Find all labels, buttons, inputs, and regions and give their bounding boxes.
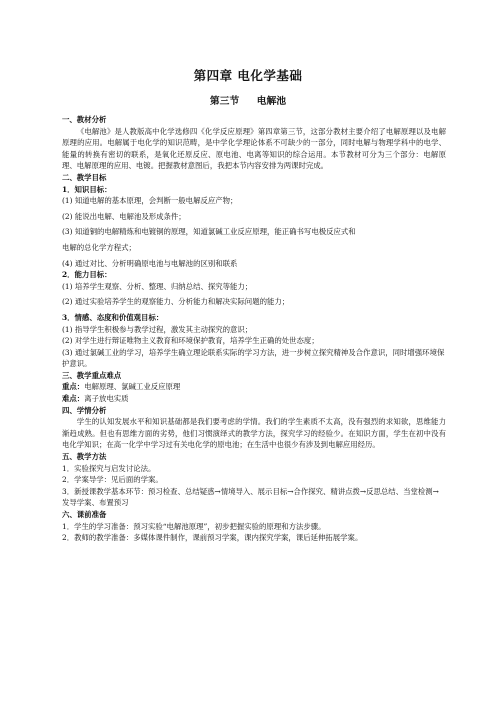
difficulty-label: 难点：	[62, 394, 85, 404]
paragraph-textbook-analysis: 《电解池》是人教版高中化学选修四《化学反应原理》第四章第三节，这部分教材主要介绍了电解原理以及电解原理的应用。电解属于电化学的知识范畴，是中学化学理论体系不可缺少的一部分，同时电解与物理学科中的电学、能量的转换有密切的联系，是氧化还原反应、原电池、电离等知识的综合运用。本节教材可分为三个部分：电解原理、电解原理的应用、电镀。把握教材意图后，我把本节内容安排为两课时完成。	[62, 126, 446, 171]
heading-student-analysis: 四、学情分析	[62, 405, 107, 415]
difficulty-line	[62, 393, 446, 405]
emotion-goal-3: (3) 通过氯碱工业的学习，培养学生确立理论联系实际的学习方法，进一步树立探究精神及合作意识，同时增强环境保护意识。	[62, 347, 445, 369]
heading-preparation: 六、课前准备	[62, 510, 107, 519]
heading-teaching-goals: 二、教学目标	[62, 172, 107, 182]
knowledge-goal-4: (4) 通过对比、分析明确原电池与电解池的区别和联系	[62, 258, 238, 268]
ability-goal-1: (1) 培养学生观察、分析、整理、归纳总结、探究等能力；	[62, 281, 253, 291]
subheading-knowledge-goals: 1．知识目标：	[62, 184, 112, 194]
knowledge-goal-3a: (3) 知道铜的电解精炼和电镀铜的原理，知道氯碱工业反应原理，能正确书写电极反应式和	[62, 227, 356, 237]
key-point-label: 重点：	[62, 382, 85, 392]
knowledge-goal-1: (1) 知道电解的基本原理，会判断一般电解反应产物；	[62, 196, 238, 206]
emotion-goal-2: (2) 对学生进行辩证唯物主义教育和环境保护教育，培养学生正确的处世态度；	[62, 336, 319, 346]
key-point-value: 电解原理、氯碱工业反应原理	[84, 382, 181, 392]
method-2: 2．学案导学：见后面的学案。	[62, 475, 163, 485]
preparation-1: 1．学生的学习准备：预习实验“电解池原理”，初步把握实验的原理和方法步骤。	[62, 521, 326, 531]
section-title: 第三节 电解池	[209, 96, 287, 107]
heading-textbook-analysis: 一、教材分析	[62, 115, 107, 124]
key-point-line	[62, 381, 446, 393]
ability-goal-2: (2) 通过实验培养学生的观察能力、分析能力和解决实际问题的能力；	[62, 297, 290, 307]
paragraph-student-analysis: 学生的认知发展水平和知识基础都是我们要考虑的学情。我们的学生素质不太高，没有强烈的求知欲，思维能力渐趋成熟。但也有思维方面的劣势，他们习惯演绎式的教学方法，探究学习的经验少。在知识方面，学生在初中没有电化学知识；在高一化学中学习过有关电化学的原电池；在生活中也很少有涉及到电解应用经历。	[62, 417, 446, 450]
preparation-2: 2．教师的教学准备：多媒体课件制作，课前预习学案，课内探究学案，课后延伸拓展学案。	[62, 533, 363, 543]
knowledge-goal-2: (2) 能说出电解、电解池及形成条件；	[62, 211, 186, 221]
method-1: 1．实验探究与启发讨论法。	[62, 463, 156, 473]
subheading-ability-goals: 2．能力目标：	[62, 270, 112, 280]
method-3: 3．新授课教学基本环节：预习检查、总结疑惑→情境导入、展示目标→合作探究、精讲点拨→反思总结、当堂检测→发导学案、布置预习	[62, 486, 439, 508]
difficulty-value: 离子放电实质	[84, 394, 129, 404]
heading-key-points: 三、教学重点难点	[62, 370, 122, 380]
heading-teaching-methods: 五、教学方法	[62, 452, 107, 462]
subheading-emotion-goals: 3．情感、态度和价值观目标：	[62, 312, 164, 322]
document-body	[62, 114, 446, 544]
knowledge-goal-3b: 电解的总化学方程式；	[62, 242, 136, 252]
emotion-goal-1: (1) 指导学生积极参与教学过程，激发其主动探究的意识；	[62, 324, 253, 334]
chapter-title: 第四章 电化学基础	[193, 68, 303, 83]
